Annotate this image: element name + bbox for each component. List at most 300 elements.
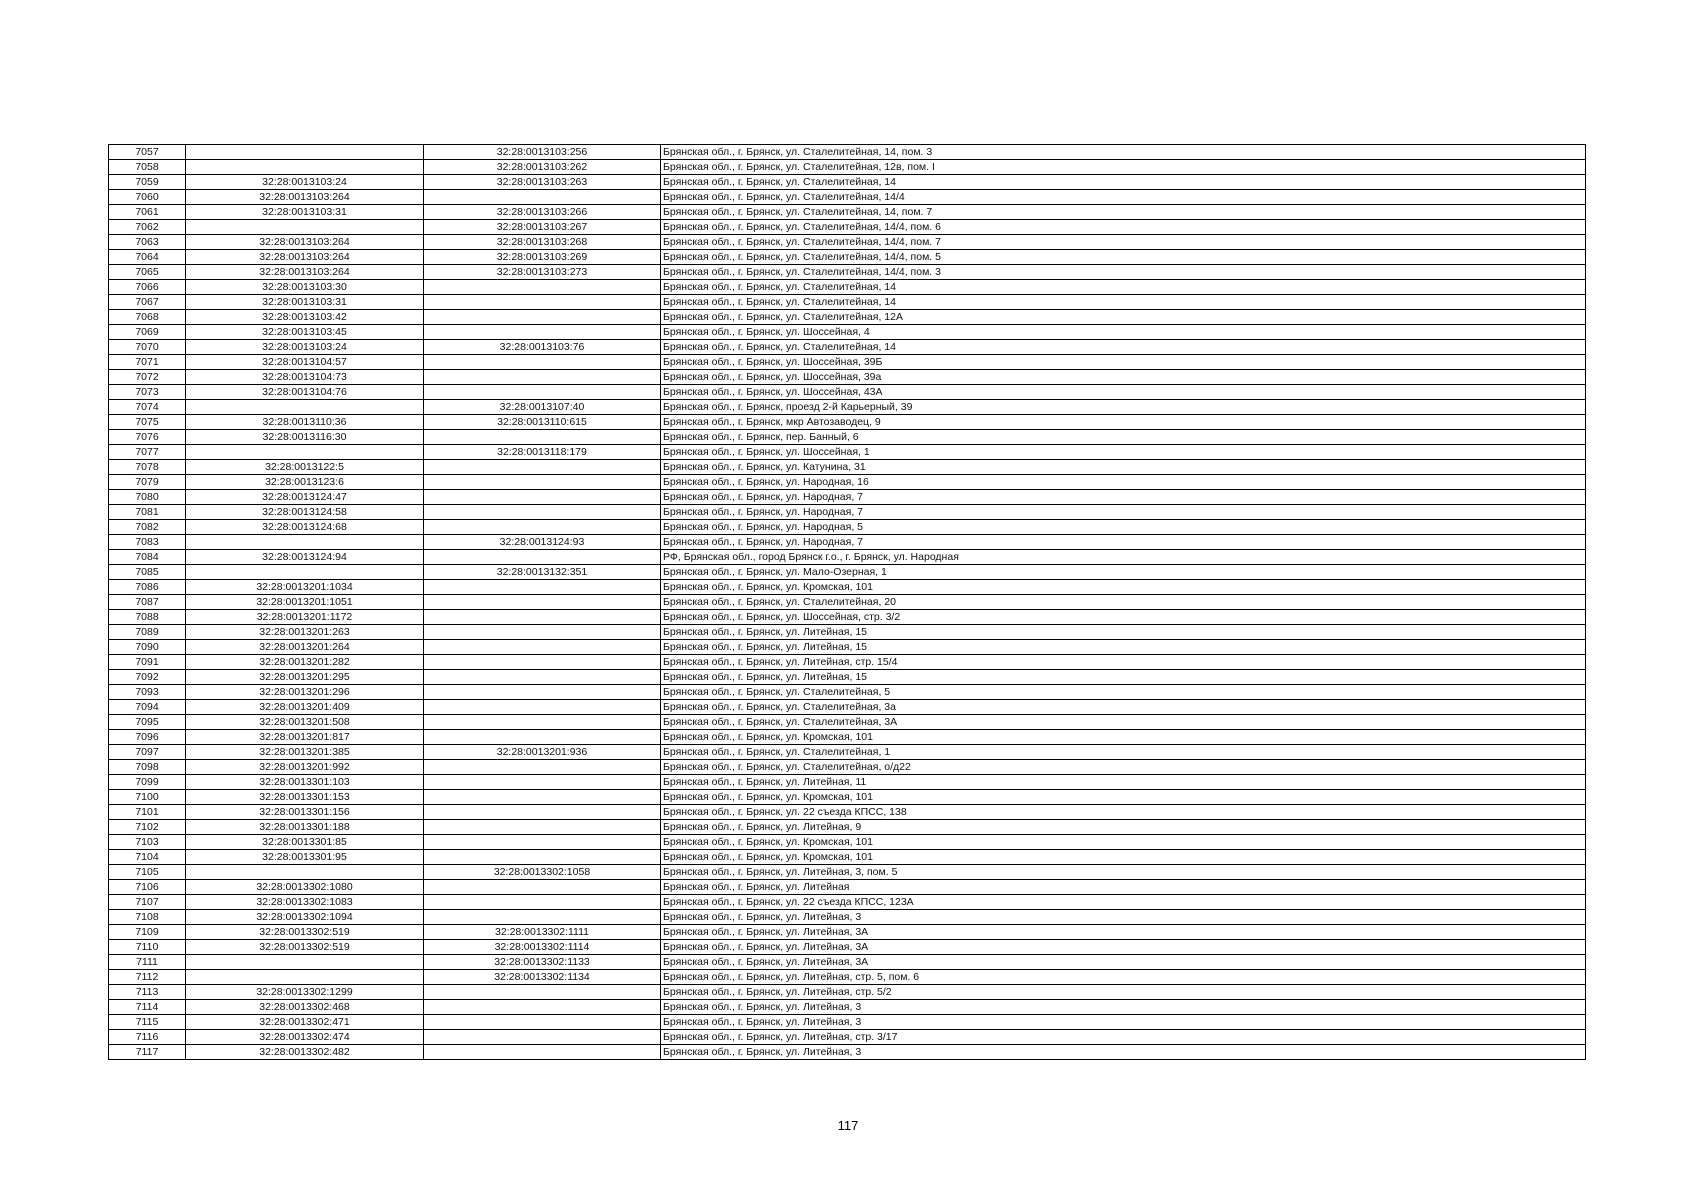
building-cadastral-number-cell: 32:28:0013103:266	[424, 205, 661, 220]
land-plot-cadastral-number-cell: 32:28:0013302:1083	[186, 895, 424, 910]
table-row	[109, 910, 1586, 925]
building-cadastral-number-cell	[424, 385, 661, 400]
table-row	[109, 640, 1586, 655]
table-row	[109, 685, 1586, 700]
address-cell: Брянская обл., г. Брянск, ул. Народная, 7	[661, 490, 1586, 505]
land-plot-cadastral-number-cell: 32:28:0013201:264	[186, 640, 424, 655]
table-row	[109, 475, 1586, 490]
table-row	[109, 280, 1586, 295]
row-number-cell: 7073	[109, 385, 186, 400]
building-cadastral-number-cell	[424, 625, 661, 640]
land-plot-cadastral-number-cell: 32:28:0013201:409	[186, 700, 424, 715]
address-cell: Брянская обл., г. Брянск, ул. Литейная, 3, пом. 5	[661, 865, 1586, 880]
address-cell: Брянская обл., г. Брянск, ул. Кромская, 101	[661, 580, 1586, 595]
building-cadastral-number-cell	[424, 805, 661, 820]
building-cadastral-number-cell	[424, 580, 661, 595]
land-plot-cadastral-number-cell: 32:28:0013301:95	[186, 850, 424, 865]
row-number-cell: 7060	[109, 190, 186, 205]
land-plot-cadastral-number-cell	[186, 160, 424, 175]
land-plot-cadastral-number-cell: 32:28:0013124:58	[186, 505, 424, 520]
table-row	[109, 655, 1586, 670]
land-plot-cadastral-number-cell: 32:28:0013301:156	[186, 805, 424, 820]
table-row	[109, 1045, 1586, 1060]
table-row	[109, 310, 1586, 325]
address-cell: РФ, Брянская обл., город Брянск г.о., г. Брянск, ул. Народная	[661, 550, 1586, 565]
table-row	[109, 430, 1586, 445]
building-cadastral-number-cell	[424, 985, 661, 1000]
row-number-cell: 7079	[109, 475, 186, 490]
land-plot-cadastral-number-cell: 32:28:0013110:36	[186, 415, 424, 430]
building-cadastral-number-cell	[424, 655, 661, 670]
address-cell: Брянская обл., г. Брянск, ул. Шоссейная, стр. 3/2	[661, 610, 1586, 625]
building-cadastral-number-cell: 32:28:0013103:269	[424, 250, 661, 265]
address-cell: Брянская обл., г. Брянск, ул. Сталелитейная, 5	[661, 685, 1586, 700]
land-plot-cadastral-number-cell: 32:28:0013103:31	[186, 205, 424, 220]
row-number-cell: 7085	[109, 565, 186, 580]
building-cadastral-number-cell	[424, 505, 661, 520]
address-cell: Брянская обл., г. Брянск, ул. Литейная, 3	[661, 1000, 1586, 1015]
address-cell: Брянская обл., г. Брянск, ул. Литейная, 3А	[661, 925, 1586, 940]
row-number-cell: 7117	[109, 1045, 186, 1060]
table-row	[109, 535, 1586, 550]
address-cell: Брянская обл., г. Брянск, ул. Сталелитейная, 3а	[661, 700, 1586, 715]
building-cadastral-number-cell	[424, 1000, 661, 1015]
building-cadastral-number-cell	[424, 610, 661, 625]
row-number-cell: 7067	[109, 295, 186, 310]
row-number-cell: 7108	[109, 910, 186, 925]
table-row	[109, 460, 1586, 475]
row-number-cell: 7066	[109, 280, 186, 295]
land-plot-cadastral-number-cell	[186, 445, 424, 460]
row-number-cell: 7093	[109, 685, 186, 700]
building-cadastral-number-cell	[424, 310, 661, 325]
land-plot-cadastral-number-cell: 32:28:0013201:263	[186, 625, 424, 640]
table-row	[109, 625, 1586, 640]
land-plot-cadastral-number-cell: 32:28:0013201:296	[186, 685, 424, 700]
land-plot-cadastral-number-cell: 32:28:0013103:30	[186, 280, 424, 295]
building-cadastral-number-cell: 32:28:0013132:351	[424, 565, 661, 580]
table-row	[109, 940, 1586, 955]
table-row	[109, 220, 1586, 235]
land-plot-cadastral-number-cell: 32:28:0013104:73	[186, 370, 424, 385]
land-plot-cadastral-number-cell	[186, 970, 424, 985]
address-cell: Брянская обл., г. Брянск, ул. Кромская, 101	[661, 730, 1586, 745]
cadastral-table	[108, 144, 1586, 1060]
land-plot-cadastral-number-cell: 32:28:0013103:24	[186, 340, 424, 355]
building-cadastral-number-cell	[424, 760, 661, 775]
land-plot-cadastral-number-cell: 32:28:0013122:5	[186, 460, 424, 475]
row-number-cell: 7114	[109, 1000, 186, 1015]
building-cadastral-number-cell: 32:28:0013103:273	[424, 265, 661, 280]
land-plot-cadastral-number-cell	[186, 865, 424, 880]
land-plot-cadastral-number-cell	[186, 535, 424, 550]
row-number-cell: 7111	[109, 955, 186, 970]
land-plot-cadastral-number-cell: 32:28:0013201:1051	[186, 595, 424, 610]
row-number-cell: 7075	[109, 415, 186, 430]
building-cadastral-number-cell	[424, 790, 661, 805]
table-row	[109, 565, 1586, 580]
address-cell: Брянская обл., г. Брянск, ул. Литейная, 3	[661, 1045, 1586, 1060]
building-cadastral-number-cell: 32:28:0013302:1114	[424, 940, 661, 955]
address-cell: Брянская обл., г. Брянск, ул. Литейная, 3А	[661, 955, 1586, 970]
table-row	[109, 190, 1586, 205]
table-row	[109, 715, 1586, 730]
row-number-cell: 7116	[109, 1030, 186, 1045]
table-row	[109, 730, 1586, 745]
table-row	[109, 235, 1586, 250]
table-row	[109, 265, 1586, 280]
address-cell: Брянская обл., г. Брянск, ул. Литейная	[661, 880, 1586, 895]
address-cell: Брянская обл., г. Брянск, ул. Сталелитейная, 14	[661, 175, 1586, 190]
land-plot-cadastral-number-cell: 32:28:0013103:264	[186, 190, 424, 205]
address-cell: Брянская обл., г. Брянск, ул. Сталелитейная, 1	[661, 745, 1586, 760]
row-number-cell: 7110	[109, 940, 186, 955]
row-number-cell: 7092	[109, 670, 186, 685]
table-row	[109, 520, 1586, 535]
address-cell: Брянская обл., г. Брянск, мкр Автозаводец, 9	[661, 415, 1586, 430]
table-row	[109, 835, 1586, 850]
table-row	[109, 325, 1586, 340]
row-number-cell: 7104	[109, 850, 186, 865]
address-cell: Брянская обл., г. Брянск, ул. Литейная, 3	[661, 910, 1586, 925]
row-number-cell: 7057	[109, 145, 186, 160]
row-number-cell: 7062	[109, 220, 186, 235]
address-cell: Брянская обл., г. Брянск, ул. Кромская, 101	[661, 835, 1586, 850]
land-plot-cadastral-number-cell	[186, 400, 424, 415]
address-cell: Брянская обл., г. Брянск, ул. Литейная, стр. 5, пом. 6	[661, 970, 1586, 985]
address-cell: Брянская обл., г. Брянск, ул. Литейная, 15	[661, 640, 1586, 655]
land-plot-cadastral-number-cell: 32:28:0013104:76	[186, 385, 424, 400]
table-row	[109, 1030, 1586, 1045]
address-cell: Брянская обл., г. Брянск, ул. Литейная, стр. 5/2	[661, 985, 1586, 1000]
land-plot-cadastral-number-cell: 32:28:0013201:508	[186, 715, 424, 730]
table-row	[109, 820, 1586, 835]
land-plot-cadastral-number-cell: 32:28:0013301:153	[186, 790, 424, 805]
page-number: 117	[837, 1118, 859, 1133]
building-cadastral-number-cell	[424, 880, 661, 895]
address-cell: Брянская обл., г. Брянск, ул. Литейная, 11	[661, 775, 1586, 790]
row-number-cell: 7099	[109, 775, 186, 790]
land-plot-cadastral-number-cell: 32:28:0013302:519	[186, 925, 424, 940]
building-cadastral-number-cell	[424, 460, 661, 475]
row-number-cell: 7096	[109, 730, 186, 745]
row-number-cell: 7107	[109, 895, 186, 910]
building-cadastral-number-cell	[424, 550, 661, 565]
table-row	[109, 550, 1586, 565]
land-plot-cadastral-number-cell: 32:28:0013124:94	[186, 550, 424, 565]
table-row	[109, 850, 1586, 865]
table-row	[109, 595, 1586, 610]
table-row	[109, 925, 1586, 940]
building-cadastral-number-cell	[424, 685, 661, 700]
table-row	[109, 955, 1586, 970]
table-row	[109, 400, 1586, 415]
table-row	[109, 790, 1586, 805]
row-number-cell: 7071	[109, 355, 186, 370]
address-cell: Брянская обл., г. Брянск, ул. Сталелитейная, 12в, пом. I	[661, 160, 1586, 175]
address-cell: Брянская обл., г. Брянск, ул. Шоссейная, 39Б	[661, 355, 1586, 370]
table-row	[109, 580, 1586, 595]
table-row	[109, 490, 1586, 505]
row-number-cell: 7101	[109, 805, 186, 820]
land-plot-cadastral-number-cell: 32:28:0013301:188	[186, 820, 424, 835]
land-plot-cadastral-number-cell: 32:28:0013103:264	[186, 235, 424, 250]
land-plot-cadastral-number-cell: 32:28:0013302:468	[186, 1000, 424, 1015]
row-number-cell: 7095	[109, 715, 186, 730]
building-cadastral-number-cell	[424, 895, 661, 910]
land-plot-cadastral-number-cell: 32:28:0013301:103	[186, 775, 424, 790]
address-cell: Брянская обл., г. Брянск, ул. Шоссейная, 39а	[661, 370, 1586, 385]
table-row	[109, 355, 1586, 370]
building-cadastral-number-cell	[424, 520, 661, 535]
row-number-cell: 7063	[109, 235, 186, 250]
row-number-cell: 7069	[109, 325, 186, 340]
address-cell: Брянская обл., г. Брянск, проезд 2-й Карьерный, 39	[661, 400, 1586, 415]
row-number-cell: 7109	[109, 925, 186, 940]
land-plot-cadastral-number-cell: 32:28:0013301:85	[186, 835, 424, 850]
row-number-cell: 7112	[109, 970, 186, 985]
land-plot-cadastral-number-cell	[186, 565, 424, 580]
table-row	[109, 1015, 1586, 1030]
address-cell: Брянская обл., г. Брянск, ул. Кромская, 101	[661, 790, 1586, 805]
land-plot-cadastral-number-cell: 32:28:0013124:68	[186, 520, 424, 535]
row-number-cell: 7077	[109, 445, 186, 460]
building-cadastral-number-cell	[424, 640, 661, 655]
land-plot-cadastral-number-cell: 32:28:0013302:471	[186, 1015, 424, 1030]
land-plot-cadastral-number-cell: 32:28:0013302:1299	[186, 985, 424, 1000]
building-cadastral-number-cell	[424, 280, 661, 295]
building-cadastral-number-cell	[424, 775, 661, 790]
row-number-cell: 7103	[109, 835, 186, 850]
building-cadastral-number-cell: 32:28:0013110:615	[424, 415, 661, 430]
table-row	[109, 865, 1586, 880]
building-cadastral-number-cell	[424, 700, 661, 715]
row-number-cell: 7064	[109, 250, 186, 265]
land-plot-cadastral-number-cell	[186, 220, 424, 235]
address-cell: Брянская обл., г. Брянск, ул. Сталелитейная, 3А	[661, 715, 1586, 730]
building-cadastral-number-cell	[424, 325, 661, 340]
building-cadastral-number-cell	[424, 1030, 661, 1045]
table-row	[109, 670, 1586, 685]
land-plot-cadastral-number-cell: 32:28:0013201:1034	[186, 580, 424, 595]
land-plot-cadastral-number-cell: 32:28:0013103:264	[186, 250, 424, 265]
table-row	[109, 160, 1586, 175]
building-cadastral-number-cell	[424, 190, 661, 205]
row-number-cell: 7090	[109, 640, 186, 655]
land-plot-cadastral-number-cell: 32:28:0013103:24	[186, 175, 424, 190]
land-plot-cadastral-number-cell: 32:28:0013124:47	[186, 490, 424, 505]
address-cell: Брянская обл., г. Брянск, ул. Сталелитейная, 14/4, пом. 6	[661, 220, 1586, 235]
table-row	[109, 760, 1586, 775]
row-number-cell: 7113	[109, 985, 186, 1000]
table-body	[109, 145, 1586, 1060]
address-cell: Брянская обл., г. Брянск, ул. Сталелитейная, 14	[661, 340, 1586, 355]
row-number-cell: 7058	[109, 160, 186, 175]
address-cell: Брянская обл., г. Брянск, ул. Сталелитейная, 14, пом. 3	[661, 145, 1586, 160]
land-plot-cadastral-number-cell: 32:28:0013302:474	[186, 1030, 424, 1045]
table-row	[109, 880, 1586, 895]
address-cell: Брянская обл., г. Брянск, ул. Литейная, стр. 3/17	[661, 1030, 1586, 1045]
address-cell: Брянская обл., г. Брянск, ул. Сталелитейная, о/д22	[661, 760, 1586, 775]
row-number-cell: 7089	[109, 625, 186, 640]
address-cell: Брянская обл., г. Брянск, ул. Литейная, 15	[661, 670, 1586, 685]
table-row	[109, 775, 1586, 790]
building-cadastral-number-cell	[424, 355, 661, 370]
land-plot-cadastral-number-cell: 32:28:0013116:30	[186, 430, 424, 445]
address-cell: Брянская обл., г. Брянск, ул. Сталелитейная, 14, пом. 7	[661, 205, 1586, 220]
row-number-cell: 7097	[109, 745, 186, 760]
table-row	[109, 415, 1586, 430]
address-cell: Брянская обл., г. Брянск, ул. Сталелитейная, 14	[661, 295, 1586, 310]
land-plot-cadastral-number-cell: 32:28:0013302:482	[186, 1045, 424, 1060]
table-row	[109, 610, 1586, 625]
land-plot-cadastral-number-cell: 32:28:0013201:385	[186, 745, 424, 760]
address-cell: Брянская обл., г. Брянск, ул. Народная, 5	[661, 520, 1586, 535]
land-plot-cadastral-number-cell: 32:28:0013201:1172	[186, 610, 424, 625]
row-number-cell: 7070	[109, 340, 186, 355]
building-cadastral-number-cell	[424, 850, 661, 865]
table-row	[109, 505, 1586, 520]
address-cell: Брянская обл., г. Брянск, ул. Сталелитейная, 14/4, пом. 3	[661, 265, 1586, 280]
table-row	[109, 445, 1586, 460]
building-cadastral-number-cell: 32:28:0013201:936	[424, 745, 661, 760]
address-cell: Брянская обл., г. Брянск, ул. Сталелитейная, 20	[661, 595, 1586, 610]
row-number-cell: 7072	[109, 370, 186, 385]
address-cell: Брянская обл., г. Брянск, ул. Народная, 16	[661, 475, 1586, 490]
address-cell: Брянская обл., г. Брянск, ул. Сталелитейная, 14/4	[661, 190, 1586, 205]
row-number-cell: 7086	[109, 580, 186, 595]
row-number-cell: 7065	[109, 265, 186, 280]
building-cadastral-number-cell	[424, 670, 661, 685]
table-row	[109, 805, 1586, 820]
row-number-cell: 7105	[109, 865, 186, 880]
address-cell: Брянская обл., г. Брянск, пер. Банный, 6	[661, 430, 1586, 445]
building-cadastral-number-cell: 32:28:0013103:263	[424, 175, 661, 190]
row-number-cell: 7115	[109, 1015, 186, 1030]
row-number-cell: 7087	[109, 595, 186, 610]
building-cadastral-number-cell	[424, 715, 661, 730]
table-row	[109, 370, 1586, 385]
land-plot-cadastral-number-cell: 32:28:0013302:1080	[186, 880, 424, 895]
building-cadastral-number-cell	[424, 1045, 661, 1060]
building-cadastral-number-cell	[424, 910, 661, 925]
address-cell: Брянская обл., г. Брянск, ул. Шоссейная, 43А	[661, 385, 1586, 400]
building-cadastral-number-cell: 32:28:0013107:40	[424, 400, 661, 415]
table-row	[109, 1000, 1586, 1015]
building-cadastral-number-cell	[424, 370, 661, 385]
building-cadastral-number-cell	[424, 475, 661, 490]
address-cell: Брянская обл., г. Брянск, ул. Катунина, 31	[661, 460, 1586, 475]
land-plot-cadastral-number-cell: 32:28:0013103:45	[186, 325, 424, 340]
building-cadastral-number-cell	[424, 820, 661, 835]
table-row	[109, 970, 1586, 985]
address-cell: Брянская обл., г. Брянск, ул. 22 съезда КПСС, 123А	[661, 895, 1586, 910]
land-plot-cadastral-number-cell: 32:28:0013123:6	[186, 475, 424, 490]
table-row	[109, 205, 1586, 220]
address-cell: Брянская обл., г. Брянск, ул. Сталелитейная, 14	[661, 280, 1586, 295]
row-number-cell: 7091	[109, 655, 186, 670]
address-cell: Брянская обл., г. Брянск, ул. Шоссейная, 1	[661, 445, 1586, 460]
building-cadastral-number-cell: 32:28:0013302:1133	[424, 955, 661, 970]
row-number-cell: 7094	[109, 700, 186, 715]
address-cell: Брянская обл., г. Брянск, ул. Литейная, 3	[661, 1015, 1586, 1030]
land-plot-cadastral-number-cell: 32:28:0013201:817	[186, 730, 424, 745]
table-row	[109, 985, 1586, 1000]
address-cell: Брянская обл., г. Брянск, ул. Сталелитейная, 12А	[661, 310, 1586, 325]
land-plot-cadastral-number-cell: 32:28:0013103:264	[186, 265, 424, 280]
building-cadastral-number-cell: 32:28:0013302:1134	[424, 970, 661, 985]
land-plot-cadastral-number-cell: 32:28:0013103:42	[186, 310, 424, 325]
row-number-cell: 7081	[109, 505, 186, 520]
building-cadastral-number-cell: 32:28:0013103:76	[424, 340, 661, 355]
building-cadastral-number-cell	[424, 595, 661, 610]
row-number-cell: 7059	[109, 175, 186, 190]
land-plot-cadastral-number-cell	[186, 955, 424, 970]
land-plot-cadastral-number-cell: 32:28:0013104:57	[186, 355, 424, 370]
table-row	[109, 700, 1586, 715]
table-row	[109, 145, 1586, 160]
address-cell: Брянская обл., г. Брянск, ул. Литейная, стр. 15/4	[661, 655, 1586, 670]
address-cell: Брянская обл., г. Брянск, ул. Народная, 7	[661, 535, 1586, 550]
building-cadastral-number-cell	[424, 430, 661, 445]
land-plot-cadastral-number-cell	[186, 145, 424, 160]
building-cadastral-number-cell	[424, 295, 661, 310]
building-cadastral-number-cell: 32:28:0013124:93	[424, 535, 661, 550]
table-row	[109, 340, 1586, 355]
land-plot-cadastral-number-cell: 32:28:0013201:282	[186, 655, 424, 670]
building-cadastral-number-cell	[424, 730, 661, 745]
land-plot-cadastral-number-cell: 32:28:0013103:31	[186, 295, 424, 310]
address-cell: Брянская обл., г. Брянск, ул. Сталелитейная, 14/4, пом. 5	[661, 250, 1586, 265]
table-row	[109, 895, 1586, 910]
row-number-cell: 7068	[109, 310, 186, 325]
building-cadastral-number-cell	[424, 1015, 661, 1030]
address-cell: Брянская обл., г. Брянск, ул. Литейная, 9	[661, 820, 1586, 835]
table-row	[109, 745, 1586, 760]
address-cell: Брянская обл., г. Брянск, ул. Шоссейная, 4	[661, 325, 1586, 340]
address-cell: Брянская обл., г. Брянск, ул. Народная, 7	[661, 505, 1586, 520]
building-cadastral-number-cell	[424, 490, 661, 505]
row-number-cell: 7102	[109, 820, 186, 835]
building-cadastral-number-cell: 32:28:0013103:267	[424, 220, 661, 235]
land-plot-cadastral-number-cell: 32:28:0013302:519	[186, 940, 424, 955]
building-cadastral-number-cell: 32:28:0013103:262	[424, 160, 661, 175]
building-cadastral-number-cell: 32:28:0013103:256	[424, 145, 661, 160]
building-cadastral-number-cell	[424, 835, 661, 850]
row-number-cell: 7106	[109, 880, 186, 895]
address-cell: Брянская обл., г. Брянск, ул. Сталелитейная, 14/4, пом. 7	[661, 235, 1586, 250]
address-cell: Брянская обл., г. Брянск, ул. Литейная, 15	[661, 625, 1586, 640]
address-cell: Брянская обл., г. Брянск, ул. 22 съезда КПСС, 138	[661, 805, 1586, 820]
row-number-cell: 7074	[109, 400, 186, 415]
row-number-cell: 7082	[109, 520, 186, 535]
row-number-cell: 7098	[109, 760, 186, 775]
table-row	[109, 250, 1586, 265]
row-number-cell: 7061	[109, 205, 186, 220]
table-row	[109, 295, 1586, 310]
row-number-cell: 7083	[109, 535, 186, 550]
address-cell: Брянская обл., г. Брянск, ул. Литейная, 3А	[661, 940, 1586, 955]
row-number-cell: 7076	[109, 430, 186, 445]
building-cadastral-number-cell: 32:28:0013118:179	[424, 445, 661, 460]
address-cell: Брянская обл., г. Брянск, ул. Мало-Озерная, 1	[661, 565, 1586, 580]
row-number-cell: 7084	[109, 550, 186, 565]
building-cadastral-number-cell: 32:28:0013302:1111	[424, 925, 661, 940]
row-number-cell: 7080	[109, 490, 186, 505]
address-cell: Брянская обл., г. Брянск, ул. Кромская, 101	[661, 850, 1586, 865]
table-row	[109, 175, 1586, 190]
table-row	[109, 385, 1586, 400]
